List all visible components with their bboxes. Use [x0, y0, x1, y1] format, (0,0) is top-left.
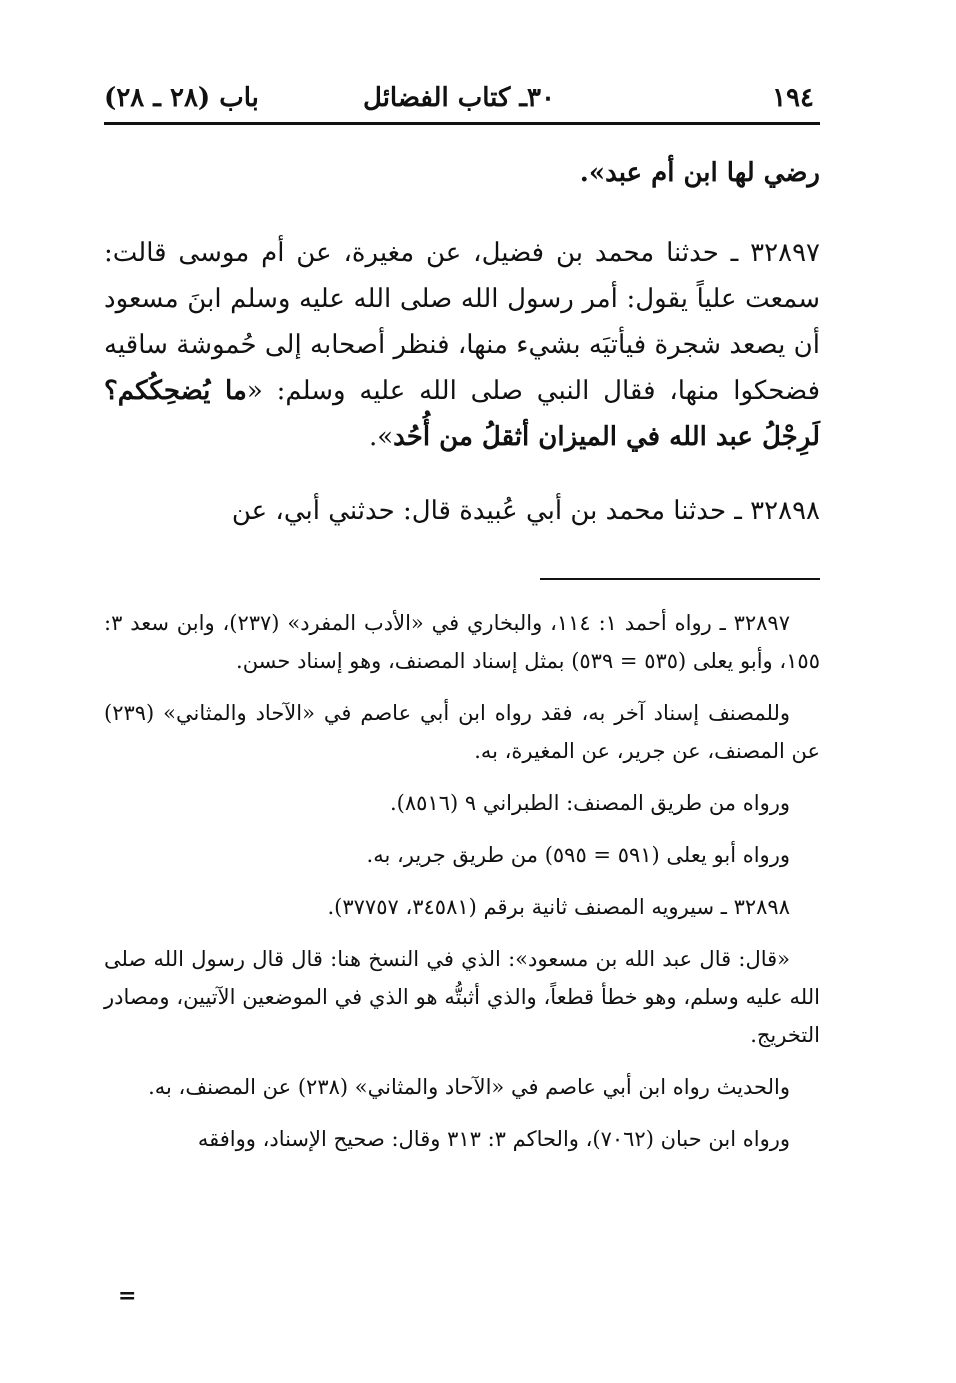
footnotes	[104, 604, 820, 1172]
footnote-correction: «قال: قال عبد الله بن مسعود»: الذي في النسخ هنا: قال قال رسول الله صلى الله عليه وسلم، وهو خطأ قطعاً، والذي أثبتُّه هو الذي في الموضعين الآتيين، ومصادر التخريج.	[104, 947, 820, 1047]
footnote-ibn-abi-asim: والحديث رواه ابن أبي عاصم في «الآحاد والمثاني» (٢٣٨) عن المصنف، به.	[148, 1075, 790, 1099]
hadith-32897-text: ٣٢٨٩٧ ـ حدثنا محمد بن فضيل، عن مغيرة، عن أم موسى قالت: سمعت علياً يقول: أمر رسول الله صلى الله عليه وسلم ابنَ مسعود أن يصعد شجرة فيأتيَه بشيء منها، فنظر أصحابه إلى حُموشة ساقيه فضحكوا منها، فقال النبي صلى الله عليه وسلم: «	[104, 238, 820, 406]
header-rule	[104, 122, 820, 125]
footnote-abu-yala: ورواه أبو يعلى (٥٩١ = ٥٩٥) من طريق جرير، به.	[366, 843, 790, 867]
hadith-32897	[104, 230, 820, 460]
book-title: ٣٠ـ كتاب الفضائل	[363, 83, 555, 113]
hadith-32897-end: ».	[368, 422, 394, 452]
prophet-saying: ما يُضحِكُكم؟ لَرِجْلُ عبد الله في الميزان أثقلُ من أُحُد	[104, 376, 820, 452]
continuation-mark: =	[118, 1283, 137, 1309]
page-number: ١٩٤	[772, 83, 814, 113]
hadith-32898: ٣٢٨٩٨ ـ حدثنا محمد بن أبي عُبيدة قال: حدثني أبي، عن	[231, 496, 820, 526]
footnote-ibn-hibban: ورواه ابن حبان (٧٠٦٢)، والحاكم ٣: ٣١٣ وقال: صحيح الإسناد، ووافقه	[197, 1127, 790, 1151]
footnote-tabarani: ورواه من طريق المصنف: الطبراني ٩ (٨٥١٦).	[390, 791, 790, 815]
continued-text: رضي لها ابن أم عبد».	[579, 158, 820, 188]
chapter-title: باب (٢٨ ـ ٢٨)	[104, 83, 259, 113]
footnote-alt-chain: وللمصنف إسناد آخر به، فقد رواه ابن أبي عاصم في «الآحاد والمثاني» (٢٣٩) عن المصنف، عن جرير، عن المغيرة، به.	[104, 701, 820, 763]
footnote-separator	[540, 578, 820, 580]
page-header	[100, 78, 818, 118]
main-text	[104, 150, 820, 562]
footnote-32897: ٣٢٨٩٧ ـ رواه أحمد ١: ١١٤، والبخاري في «الأدب المفرد» (٢٣٧)، وابن سعد ٣: ١٥٥، وأبو يعلى (٥٣٥ = ٥٣٩) بمثل إسناد المصنف، وهو إسناد حسن.	[104, 611, 820, 673]
footnote-32898: ٣٢٨٩٨ ـ سيرويه المصنف ثانية برقم (٣٤٥٨١، ٣٧٧٥٧).	[327, 895, 790, 919]
